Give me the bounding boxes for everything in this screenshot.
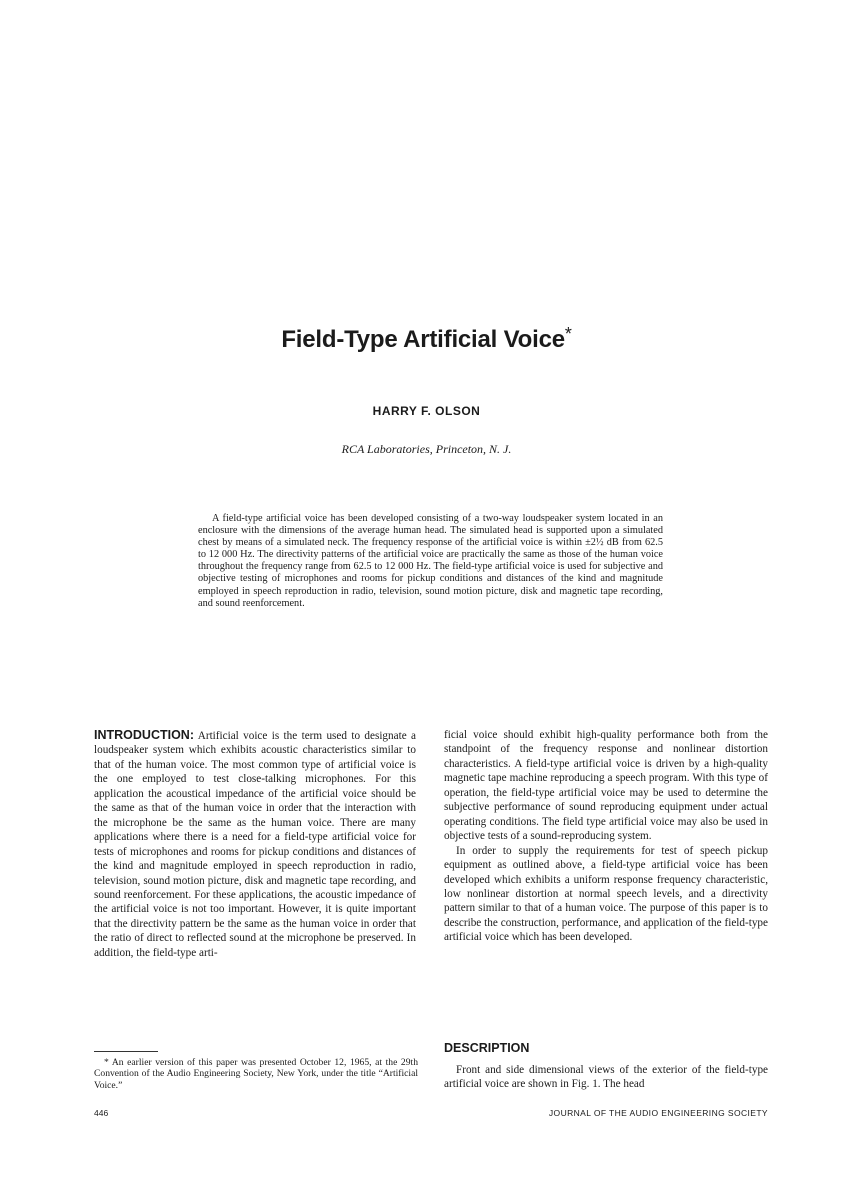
introduction-heading: INTRODUCTION: xyxy=(94,728,194,742)
introduction-paragraph xyxy=(94,728,416,960)
author-affiliation: RCA Laboratories, Princeton, N. J. xyxy=(341,442,512,456)
author-name: HARRY F. OLSON xyxy=(372,404,481,418)
footnote: * An earlier version of this paper was presented October 12, 1965, at the 29th Convention of the Audio Engineering Society, New York, under the title “Artificial Voice.” xyxy=(94,1057,418,1091)
introduction-text-continued: ficial voice should exhibit high-quality performance both from the standpoint of the frequency response and nonlinear distortion characteristics. A field-type artificial voice is driven by a high-quality magnetic tape machine reproducing a speech program. With this type of operation, the field-type artificial voice may be used to determine the subjective performance of sound reproducing equipment under actual operating conditions. The field type artificial voice may also be used in objective tests of a sound-reproducing system. xyxy=(444,729,768,843)
footnote-rule xyxy=(94,1051,158,1052)
introduction-column-left xyxy=(94,728,416,960)
introduction-text: Artificial voice is the term used to designate a loudspeaker system which exhibits acoustic characteristics similar to that of the human voice. The most common type of artificial voice is the one employed to test close-talking microphones. For this application the acoustical impedance of the artificial voice should be the same as that of the human voice in order that the interaction with the microphone be the same as the human voice. There are many applications where there is a need for a field-type artificial voice for tests of microphones and rooms for pickup conditions and distances of the kind and magnitude employed in speech reproduction in radio, television, sound motion picture, disk and magnetic tape recording, and sound reenforcement. For these applications, the acoustic impedance of the artificial voice is not too important. However, it is quite important that the directivity pattern be the same as the human voice in order that the ratio of direct to reflected sound at the microphone be preserved. In addition, the field-type arti- xyxy=(94,730,416,959)
description-heading: DESCRIPTION xyxy=(444,1041,530,1055)
introduction-column-right xyxy=(444,728,768,945)
page-number: 446 xyxy=(94,1108,109,1118)
introduction-paragraph-2: In order to supply the requirements for test of speech pickup equipment as outlined above, a field-type artificial voice has been developed which exhibits a uniform response frequency characteristic, low nonlinear distortion at normal speech levels, and a directivity pattern similar to that of a human voice. The purpose of this paper is to describe the construction, performance, and application of the field-type artificial voice which has been developed. xyxy=(444,844,768,944)
journal-name: JOURNAL OF THE AUDIO ENGINEERING SOCIETY xyxy=(548,1108,768,1118)
description-text: Front and side dimensional views of the exterior of the field-type artificial voice are shown in Fig. 1. The head xyxy=(444,1064,768,1091)
paper-title xyxy=(0,322,853,354)
title-footnote-marker: * xyxy=(564,324,572,344)
abstract: A field-type artificial voice has been developed consisting of a two-way loudspeaker system located in an enclosure with the dimensions of the average human head. The simulated head is supported upon a simulated chest by means of a simulated neck. The frequency response of the artificial voice is within ±2½ dB from 62.5 to 12 000 Hz. The directivity patterns of the artificial voice are practically the same as those of the human voice throughout the frequency range from 62.5 to 12 000 Hz. The field-type artificial voice is used for subjective and objective testing of microphones and rooms for pickup conditions and distances of the kind and magnitude employed in speech reproduction in radio, television, sound motion picture, disk and magnetic tape recording, and sound reenforcement. xyxy=(198,513,663,609)
title-text: Field-Type Artificial Voice xyxy=(281,326,565,353)
